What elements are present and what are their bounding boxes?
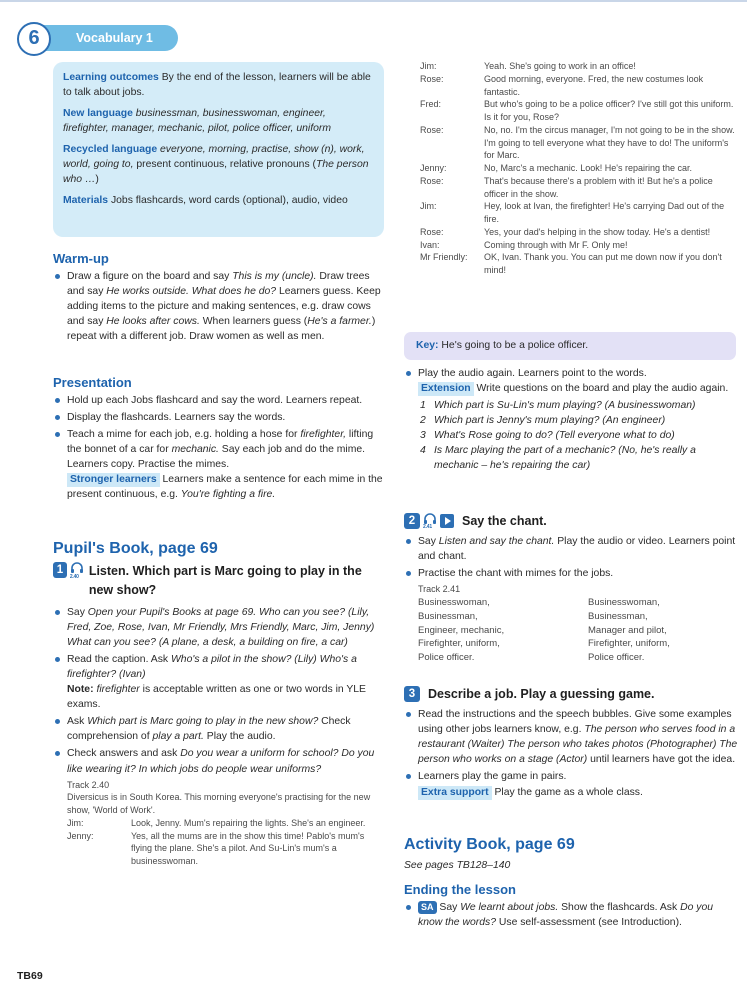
new-language-text: businessman, businesswoman, engineer, firefighter, manager, mechanic, pilot, police officer, uniform bbox=[63, 107, 331, 135]
key-label: Key: bbox=[416, 340, 439, 351]
line-text: Coming through with Mr F. Only me! bbox=[484, 239, 628, 250]
key-text: He's going to be a police officer. bbox=[441, 340, 589, 351]
answer-key-box bbox=[404, 332, 736, 360]
exercise-3-header bbox=[404, 685, 738, 703]
list-item: Teach a mime for each job, e.g. holding a hose for firefighter, lifting the bonnet of a car for mechanic. Say each job and do the mime. Learners copy. Practise the mimes. Stronger learners Learners make a sentence for each mime in the present continuous, e.g. You're fighting a fire. bbox=[53, 427, 386, 502]
exercise-number: 1 bbox=[53, 562, 67, 578]
learning-outcomes-box bbox=[53, 62, 384, 237]
chant-text bbox=[418, 596, 738, 665]
top-rule bbox=[0, 0, 747, 2]
chant-line: Police officer. bbox=[418, 652, 475, 664]
speaker: Rose: bbox=[420, 73, 444, 84]
script-lines bbox=[67, 817, 386, 868]
list-item: Check answers and ask Do you wear a uniform for school? Do you like wearing it? In which jobs do people wear uniforms? bbox=[53, 746, 386, 776]
chant-line: Businessman, bbox=[418, 610, 478, 622]
line-text: That's because there's a problem with it! But he's a police officer in the show. bbox=[484, 175, 713, 199]
exercise-title: Listen. Which part is Marc going to play in the new show? bbox=[88, 564, 362, 598]
speaker: Rose: bbox=[420, 124, 444, 135]
question-text: Which part is Su-Lin's mum playing? (A businesswoman) bbox=[434, 400, 696, 412]
outcomes-label: Learning outcomes bbox=[63, 72, 159, 83]
line-text: OK, Ivan. Thank you. You can put me down now if you don't mind! bbox=[484, 252, 722, 276]
script-line bbox=[420, 200, 738, 226]
exercise-number: 3 bbox=[404, 686, 420, 702]
speaker: Jenny: bbox=[67, 830, 94, 841]
script-line bbox=[420, 251, 738, 277]
ending-heading: Ending the lesson bbox=[404, 882, 516, 897]
speaker: Jim: bbox=[420, 201, 437, 212]
question-number: 3 bbox=[420, 430, 426, 442]
script-intro: Diversicus is in South Korea. This morning everyone's practising for the new show, 'World of Work'. bbox=[67, 792, 371, 816]
see-pages: See pages TB128–140 bbox=[404, 860, 511, 872]
question-item bbox=[418, 428, 738, 443]
new-language-label: New language bbox=[63, 107, 133, 119]
speaker: Mr Friendly: bbox=[420, 252, 468, 263]
question-item bbox=[418, 413, 738, 428]
line-text: But who's going to be a police officer? I've still got this uniform. Is it for you, Rose? bbox=[484, 99, 734, 123]
presentation-heading: Presentation bbox=[53, 375, 132, 390]
exercise-number: 2 bbox=[404, 513, 420, 529]
speaker: Fred: bbox=[420, 99, 442, 110]
exercise-3 bbox=[404, 685, 738, 802]
line-text: No, no. I'm the circus manager, I'm not going to be in the show. I'm going to tell everyone what they have to do! The uniform's for Marc. bbox=[484, 124, 735, 161]
script-line bbox=[67, 830, 386, 868]
question-number: 2 bbox=[420, 415, 426, 427]
script-line bbox=[420, 226, 738, 239]
chant-block bbox=[404, 583, 738, 665]
recycled-text-c: The person who … bbox=[63, 158, 369, 186]
question-item bbox=[418, 443, 738, 473]
pupils-book-heading: Pupil's Book, page 69 bbox=[53, 540, 218, 557]
line-text: Good morning, everyone. Fred, the new costumes look fantastic. bbox=[484, 73, 704, 97]
list-item: Practise the chant with mimes for the jobs. bbox=[404, 566, 738, 581]
speaker: Ivan: bbox=[420, 239, 440, 250]
materials-text: Jobs flashcards, word cards (optional), audio, video bbox=[110, 194, 348, 206]
unit-number-badge bbox=[17, 22, 51, 56]
chant-line: Businesswoman, bbox=[588, 597, 660, 609]
script-line bbox=[420, 73, 738, 99]
outcomes-text: By the end of the lesson, learners will be able to talk about jobs. bbox=[63, 72, 371, 99]
list-item: Say Open your Pupil's Books at page 69. Who can you see? (Lily, Fred, Zoe, Rose, Ivan, Mr Friendly, Mrs Friendly, Marc, Jim, Jenny) What can you see? (A plane, a desk, a building on fire, a car) bbox=[53, 605, 386, 650]
line-text: Yeah. She's going to work in an office! bbox=[484, 61, 636, 71]
warmup-section bbox=[53, 250, 386, 346]
chant-line: Firefighter, uniform, bbox=[418, 638, 500, 650]
list-item: Read the instructions and the speech bubbles. Give some examples using other jobs learners know, e.g. The person who serves food in a restaurant (Waiter) The person who takes photos (Photographer) The person who works on a stage (Actor) until learners have got the idea. bbox=[404, 707, 738, 767]
materials bbox=[63, 193, 374, 208]
activity-book-section bbox=[404, 833, 738, 873]
script-line bbox=[420, 124, 738, 162]
note-label: Note: bbox=[67, 684, 94, 696]
speaker: Rose: bbox=[420, 226, 444, 237]
presentation-section bbox=[53, 374, 386, 504]
line-text: No, Marc's a mechanic. Look! He's repairing the car. bbox=[484, 163, 693, 174]
recycled-text-b: present continuous, relative pronouns ( bbox=[136, 158, 316, 170]
line-text: Yes, your dad's helping in the show today. He's a dentist! bbox=[484, 226, 711, 237]
list-item: Ask Which part is Marc going to play in the new show? Check comprehension of play a part. Play the audio. bbox=[53, 714, 386, 744]
exercise-1-continued bbox=[404, 366, 738, 474]
speaker: Jim: bbox=[67, 817, 84, 828]
question-number: 1 bbox=[420, 400, 426, 412]
exercise-2-header bbox=[404, 512, 738, 530]
recycled-language bbox=[63, 142, 374, 188]
exercise-2 bbox=[404, 512, 738, 665]
exercise-1-header bbox=[53, 562, 386, 601]
speaker: Rose: bbox=[420, 175, 444, 186]
line-text: Hey, look at Ivan, the firefighter! He's carrying Dad out of the fire. bbox=[484, 201, 725, 225]
exercise-title: Describe a job. Play a guessing game. bbox=[428, 687, 655, 701]
script-line bbox=[420, 60, 738, 73]
materials-label: Materials bbox=[63, 194, 109, 206]
script-line bbox=[420, 162, 738, 175]
exercise-1 bbox=[53, 562, 386, 868]
warmup-heading: Warm-up bbox=[53, 251, 109, 266]
outcomes bbox=[63, 70, 374, 101]
question-item bbox=[418, 398, 738, 413]
track-label: Track 2.41 bbox=[418, 584, 461, 595]
lesson-title-bar bbox=[42, 25, 178, 51]
script-continuation bbox=[420, 60, 738, 277]
track-number: 2.41 bbox=[423, 524, 432, 531]
chant-line: Businesswoman, bbox=[418, 597, 490, 609]
audio-icon bbox=[423, 513, 437, 530]
speaker: Jim: bbox=[420, 61, 437, 71]
list-item: Learners play the game in pairs. Extra support Play the game as a whole class. bbox=[404, 769, 738, 799]
recycled-label: Recycled language bbox=[63, 143, 158, 155]
chant-line: Manager and pilot, bbox=[588, 624, 667, 636]
list-item: Read the caption. Ask Who's a pilot in the show? (Lily) Who's a firefighter? (Ivan) Note: firefighter is acceptable written as one or two words in YLE exams. bbox=[53, 652, 386, 712]
recycled-text: everyone, morning, practise, show (n), work, world, going to, bbox=[63, 143, 365, 170]
list-item: Say Listen and say the chant. Play the audio or video. Learners point and chant. bbox=[404, 534, 738, 564]
question-number: 4 bbox=[420, 445, 426, 457]
recycled-text-d: ) bbox=[95, 174, 99, 186]
line-text: Look, Jenny. Mum's repairing the lights. She's an engineer. bbox=[131, 817, 366, 828]
self-assessment-badge: SA bbox=[418, 901, 437, 914]
list-item: Draw a figure on the board and say This is my (uncle). Draw trees and say He works outside. What does he do? Learners guess. Keep adding items to the picture and making sentences, e.g. draw cows and say He looks after cows. When learners guess (He's a farmer.) repeat with a different job. Draw women as well as men. bbox=[53, 269, 386, 344]
lesson-title: Vocabulary 1 bbox=[76, 31, 153, 45]
list-item: Play the audio again. Learners point to the words. Extension Write questions on the board and play the audio again. bbox=[404, 366, 738, 396]
video-icon bbox=[440, 514, 454, 528]
question-text: Is Marc playing the part of a mechanic? (No, he's really a mechanic – he's repairing the car) bbox=[434, 445, 696, 472]
page-number: TB69 bbox=[17, 970, 43, 982]
chant-line: Engineer, mechanic, bbox=[418, 624, 505, 636]
question-text: What's Rose going to do? (Tell everyone what to do) bbox=[434, 430, 675, 442]
stronger-learners-tag: Stronger learners bbox=[67, 473, 160, 487]
extension-tag: Extension bbox=[418, 382, 474, 396]
activity-book-heading: Activity Book, page 69 bbox=[404, 836, 575, 853]
extension-questions bbox=[404, 398, 738, 473]
list-item: SA Say We learnt about jobs. Show the flashcards. Ask Do you know the words? Use self-assessment (see Introduction). bbox=[404, 900, 738, 930]
track-2-40-script bbox=[53, 779, 386, 868]
list-item: Hold up each Jobs flashcard and say the word. Learners repeat. bbox=[53, 393, 386, 408]
script-line bbox=[420, 175, 738, 201]
chant-line: Businessman, bbox=[588, 610, 648, 622]
chant-line: Police officer. bbox=[588, 652, 645, 664]
exercise-title: Say the chant. bbox=[462, 514, 547, 528]
track-label: Track 2.40 bbox=[67, 779, 110, 790]
ending-section bbox=[404, 881, 738, 932]
extra-support-tag: Extra support bbox=[418, 786, 492, 800]
question-text: Which part is Jenny's mum playing? (An engineer) bbox=[434, 415, 666, 427]
line-text: Yes, all the mums are in the show this time! Pablo's mum's flying the plane. She's a pilot. And Su-Lin's mum's a businesswoman. bbox=[131, 830, 365, 867]
script-line bbox=[420, 98, 738, 124]
unit-number: 6 bbox=[28, 27, 40, 49]
track-number: 2.40 bbox=[69, 573, 79, 580]
chant-line: Firefighter, uniform, bbox=[588, 638, 670, 650]
new-language bbox=[63, 106, 374, 137]
script-line bbox=[420, 239, 738, 252]
speaker: Jenny: bbox=[420, 163, 447, 174]
audio-icon bbox=[70, 562, 84, 579]
script-line bbox=[67, 817, 386, 830]
list-item: Display the flashcards. Learners say the words. bbox=[53, 410, 386, 425]
